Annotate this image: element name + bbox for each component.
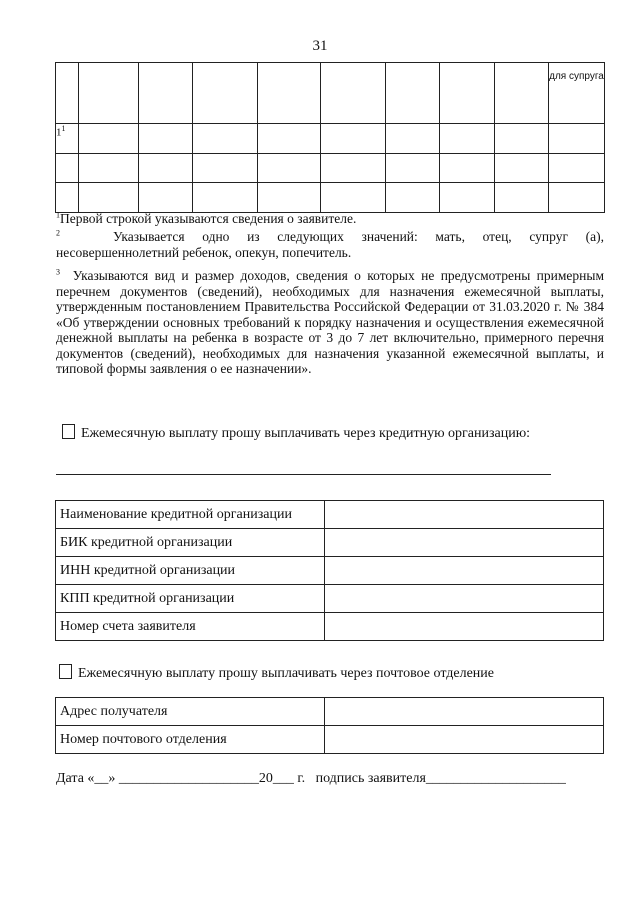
table-cell[interactable] bbox=[549, 124, 605, 154]
table-cell[interactable] bbox=[258, 124, 321, 154]
table-cell[interactable] bbox=[79, 124, 139, 154]
row-number-footnote-mark: 1 bbox=[61, 124, 66, 133]
income-table bbox=[55, 62, 605, 213]
table-cell bbox=[258, 63, 321, 124]
table-row bbox=[56, 726, 604, 754]
table-cell[interactable] bbox=[56, 183, 79, 213]
post-office-number-input[interactable] bbox=[325, 726, 604, 754]
table-cell[interactable] bbox=[258, 183, 321, 213]
footnote-2-number: 2 bbox=[56, 228, 60, 238]
table-cell bbox=[193, 63, 258, 124]
page-number: 31 bbox=[312, 38, 328, 54]
kpp-input[interactable] bbox=[325, 585, 604, 613]
table-cell[interactable] bbox=[321, 154, 386, 183]
footnote-2 bbox=[56, 229, 604, 260]
table-cell[interactable] bbox=[258, 154, 321, 183]
table-cell[interactable] bbox=[139, 183, 193, 213]
table-row bbox=[56, 183, 605, 213]
table-cell bbox=[440, 63, 495, 124]
table-cell bbox=[321, 63, 386, 124]
footnote-3 bbox=[56, 268, 604, 377]
table-cell[interactable] bbox=[440, 183, 495, 213]
recipient-address-input[interactable] bbox=[325, 698, 604, 726]
post-option-label: Ежемесячную выплату прошу выплачивать через почтовое отделение bbox=[78, 666, 494, 681]
table-cell bbox=[79, 63, 139, 124]
footnote-1-text: Первой строкой указываются сведения о заявителе. bbox=[60, 211, 357, 226]
account-number-label: Номер счета заявителя bbox=[56, 613, 325, 641]
table-cell[interactable] bbox=[79, 154, 139, 183]
kpp-label: КПП кредитной организации bbox=[56, 585, 325, 613]
signature-field[interactable]: подпись заявителя____________________ bbox=[315, 771, 566, 786]
bank-name-label: Наименование кредитной организации bbox=[56, 501, 325, 529]
row-number-value: 1 bbox=[56, 126, 62, 139]
footnote-1-number: 1 bbox=[56, 210, 60, 220]
table-cell[interactable] bbox=[321, 183, 386, 213]
bank-name-input[interactable] bbox=[325, 501, 604, 529]
bik-input[interactable] bbox=[325, 529, 604, 557]
table-cell[interactable] bbox=[321, 124, 386, 154]
table-cell[interactable] bbox=[386, 124, 440, 154]
table-cell[interactable] bbox=[79, 183, 139, 213]
table-row bbox=[56, 124, 605, 154]
date-signature-line bbox=[56, 771, 566, 787]
table-row bbox=[56, 613, 604, 641]
recipient-address-label: Адрес получателя bbox=[56, 698, 325, 726]
table-cell[interactable] bbox=[495, 154, 549, 183]
table-cell bbox=[386, 63, 440, 124]
bank-details-table bbox=[55, 500, 604, 641]
post-option-checkbox[interactable] bbox=[59, 664, 72, 679]
table-row bbox=[56, 529, 604, 557]
table-cell[interactable] bbox=[193, 154, 258, 183]
footnote-3-number: 3 bbox=[56, 267, 60, 277]
inn-label: ИНН кредитной организации bbox=[56, 557, 325, 585]
table-header-row bbox=[56, 63, 605, 124]
post-payment-option bbox=[59, 664, 494, 682]
table-cell bbox=[139, 63, 193, 124]
table-row bbox=[56, 501, 604, 529]
table-cell[interactable] bbox=[495, 183, 549, 213]
table-cell[interactable] bbox=[549, 183, 605, 213]
bik-label: БИК кредитной организации bbox=[56, 529, 325, 557]
table-cell[interactable] bbox=[193, 183, 258, 213]
inn-input[interactable] bbox=[325, 557, 604, 585]
table-row bbox=[56, 154, 605, 183]
table-row bbox=[56, 557, 604, 585]
bank-option-label: Ежемесячную выплату прошу выплачивать через кредитную организацию: bbox=[81, 426, 531, 441]
table-row bbox=[56, 585, 604, 613]
footnote-3-text: Указываются вид и размер доходов, сведения о которых не предусмотрены примерным перечнем документов (сведений), необходимых для назначения ежемесячной выплаты, утвержденным постановлением Правительства Российской Федерации от 31.03.2020 г. № 384 «Об утверждении основных требований к порядку назначения и осуществления ежемесячной денежной выплаты на ребенка в возрасте от 3 до 7 лет включительно, примерного перечня документов (сведений), необходимых для назначения указанной ежемесячной выплаты, и типовой формы заявления о ее назначении». bbox=[56, 268, 604, 376]
date-field[interactable]: Дата «__» ____________________20___ г. bbox=[56, 771, 306, 786]
table-cell[interactable] bbox=[495, 124, 549, 154]
row-number bbox=[56, 124, 79, 154]
footnote-2-line-1: Указывается одно из следующих значений: мать, отец, супруг (а), bbox=[112, 229, 604, 244]
post-office-number-label: Номер почтового отделения bbox=[56, 726, 325, 754]
footnote-2-line-2: несовершеннолетний ребенок, опекун, попечитель. bbox=[56, 244, 352, 260]
bank-payment-option bbox=[62, 424, 530, 442]
table-cell[interactable] bbox=[139, 154, 193, 183]
table-cell[interactable] bbox=[56, 154, 79, 183]
column-header-spouse: для супруга bbox=[549, 63, 605, 124]
table-cell bbox=[56, 63, 79, 124]
bank-underline-field[interactable] bbox=[56, 474, 551, 475]
bank-option-checkbox[interactable] bbox=[62, 424, 75, 439]
table-cell[interactable] bbox=[193, 124, 258, 154]
table-cell[interactable] bbox=[386, 154, 440, 183]
footnote-1 bbox=[56, 211, 604, 227]
account-number-input[interactable] bbox=[325, 613, 604, 641]
table-cell bbox=[495, 63, 549, 124]
post-details-table bbox=[55, 697, 604, 754]
table-row bbox=[56, 698, 604, 726]
table-cell[interactable] bbox=[440, 154, 495, 183]
table-cell[interactable] bbox=[386, 183, 440, 213]
table-cell[interactable] bbox=[440, 124, 495, 154]
table-cell[interactable] bbox=[549, 154, 605, 183]
table-cell[interactable] bbox=[139, 124, 193, 154]
